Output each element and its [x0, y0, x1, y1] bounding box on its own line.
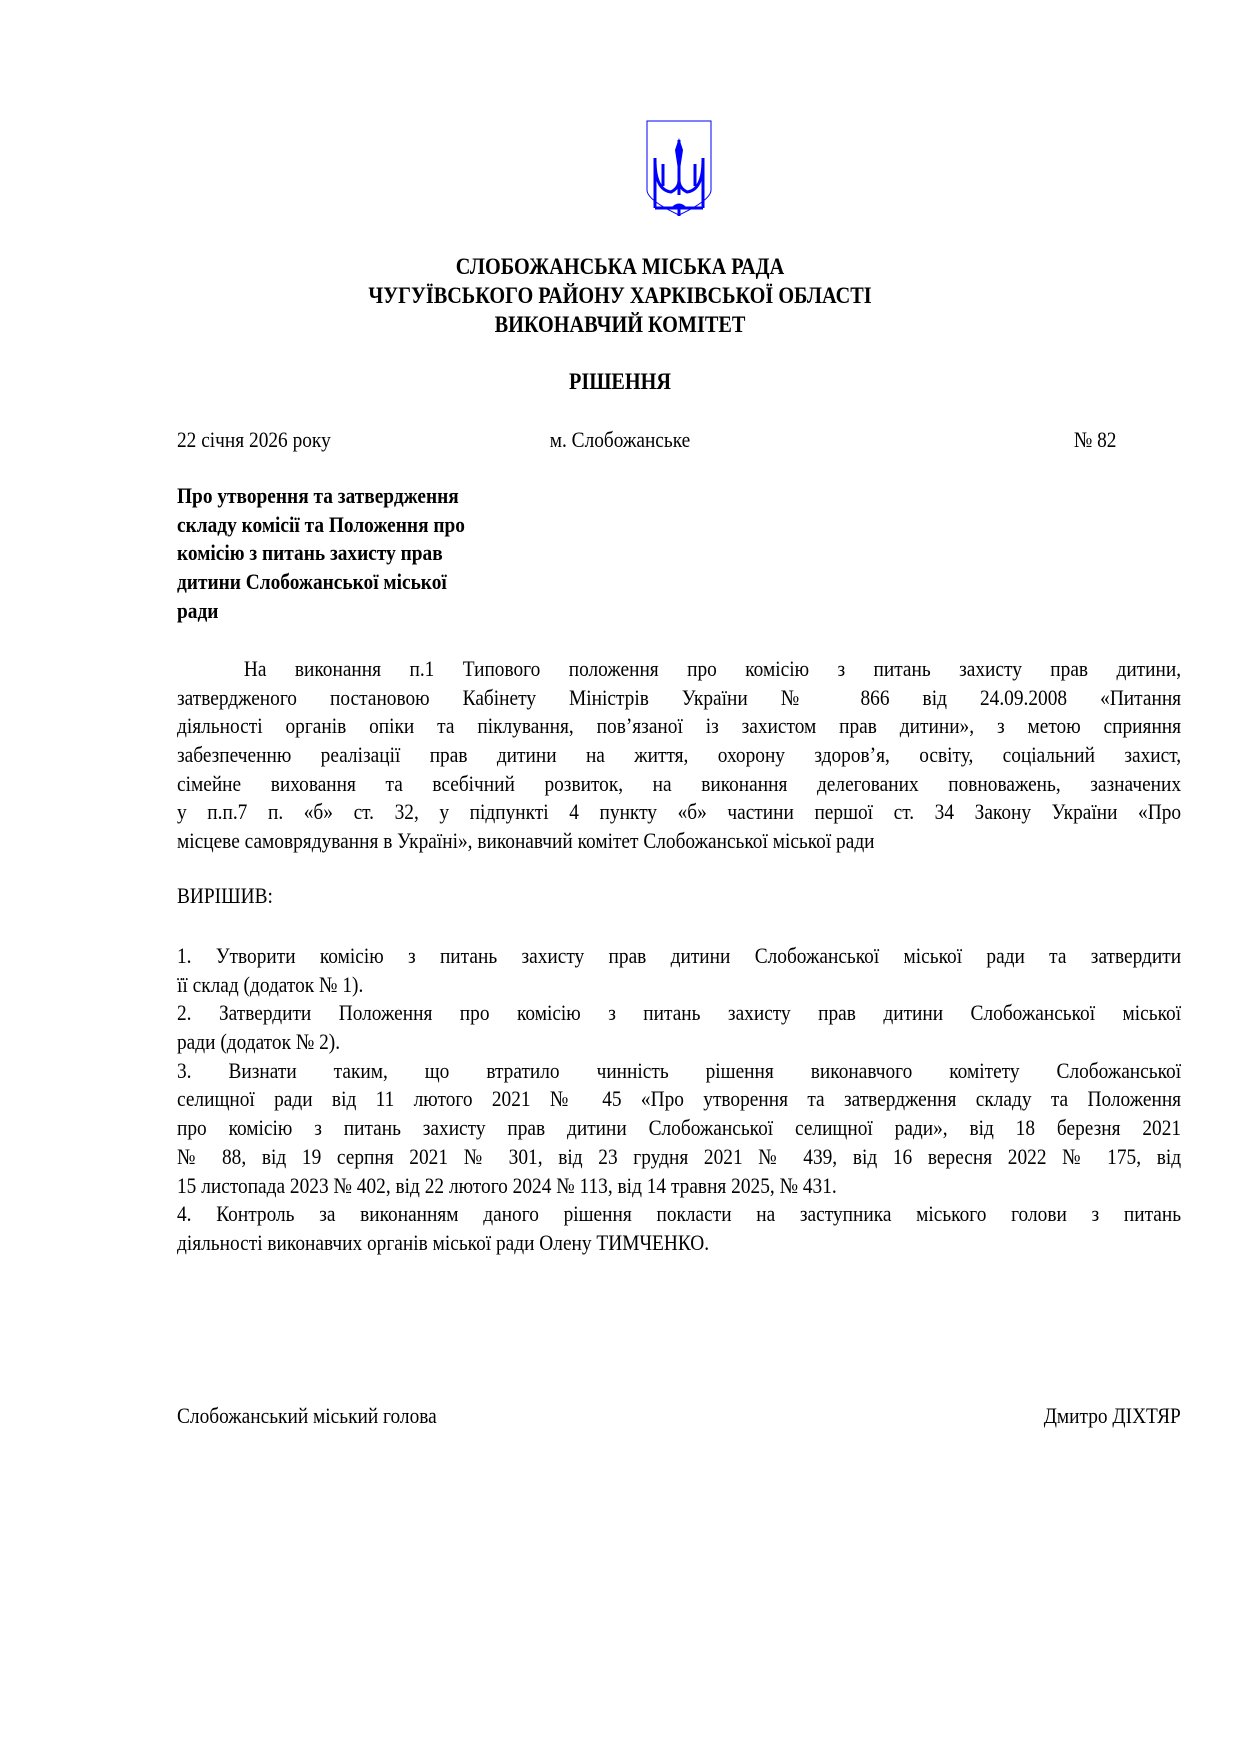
decided-label-text: ВИРІШИВ:	[177, 883, 273, 908]
subject-line: складу комісії та Положення про	[177, 511, 465, 537]
decision-line: ради (додаток № 2).	[177, 1029, 341, 1055]
signature-position: Слобожанський міський голова	[177, 1403, 437, 1428]
preamble-line: забезпеченню реалізації прав дитини на життя, охорону здоров’я, освіту, соціальний захист,	[177, 742, 1182, 768]
decision-line: 3. Визнати таким, що втратило чинність рішення виконавчого комітету Слобожанської	[177, 1057, 1182, 1083]
preamble-paragraph	[177, 655, 1181, 856]
org-name-line-3: ВИКОНАВЧИЙ КОМІТЕТ	[494, 312, 746, 337]
decision-number: № 82	[1073, 427, 1116, 452]
decision-items	[177, 942, 1181, 1258]
subject-line: Про утворення та затвердження	[177, 483, 459, 508]
decided-label	[177, 882, 1181, 911]
preamble-line: На виконання п.1 Типового положення про комісію з питань захисту прав дитини,	[243, 656, 1182, 681]
decision-line: 2. Затвердити Положення про комісію з питань захисту прав дитини Слобожанської міської	[177, 1000, 1182, 1026]
decision-line: 15 листопада 2023 № 402, від 22 лютого 2024 № 113, від 14 травня 2025, № 431.	[177, 1172, 837, 1198]
subject-line: ради	[177, 597, 219, 623]
subject-line: комісію з питань захисту прав	[177, 540, 443, 566]
preamble-line: затвердженого постановою Кабінету Міністрів України № 866 від 24.09.2008 «Питання	[177, 684, 1182, 710]
signature-name: Дмитро ДІХТЯР	[1043, 1403, 1181, 1428]
decision-line: її склад (додаток № 1).	[177, 971, 364, 997]
ukraine-coat-of-arms-icon	[646, 120, 712, 216]
doc-type-title: РІШЕННЯ	[568, 369, 672, 394]
decision-line: 1. Утворити комісію з питань захисту прав дитини Слобожанської міської ради та затвердити	[177, 943, 1182, 968]
preamble-line: у п.п.7 п. «б» ст. 32, у підпункті 4 пункту «б» частини першої ст. 34 Закону України «Про	[177, 799, 1182, 825]
org-name-line-2: ЧУГУЇВСЬКОГО РАЙОНУ ХАРКІВСЬКОЇ ОБЛАСТІ	[368, 283, 872, 308]
decision-subject	[177, 482, 1181, 625]
preamble-line: сімейне виховання та всебічний розвиток, на виконання делегованих повноважень, зазначених	[177, 770, 1182, 796]
decision-line: селищної ради від 11 лютого 2021 № 45 «Про утворення та затвердження складу та Положення	[177, 1086, 1182, 1112]
decision-line: діяльності виконавчих органів міської ради Олену ТИМЧЕНКО.	[177, 1229, 710, 1255]
decision-line: № 88, від 19 серпня 2021 № 301, від 23 грудня 2021 № 439, від 16 вересня 2022 № 175, від	[177, 1143, 1182, 1169]
decision-line: про комісію з питань захисту прав дитини Слобожанської селищної ради», від 18 березня 2021	[177, 1115, 1182, 1141]
org-name-line-1: СЛОБОЖАНСЬКА МІСЬКА РАДА	[455, 254, 785, 279]
preamble-line: діяльності органів опіки та піклування, пов’язаної із захистом прав дитини», з метою сприяння	[177, 713, 1182, 739]
subject-line: дитини Слобожанської міської	[177, 569, 447, 595]
decision-place: м. Слобожанське	[549, 427, 691, 452]
preamble-line: місцеве самоврядування в Україні», виконавчий комітет Слобожанської міської ради	[177, 828, 875, 854]
decision-date: 22 січня 2026 року	[177, 427, 331, 452]
decision-line: 4. Контроль за виконанням даного рішення покласти на заступника міського голови з питань	[177, 1201, 1182, 1227]
